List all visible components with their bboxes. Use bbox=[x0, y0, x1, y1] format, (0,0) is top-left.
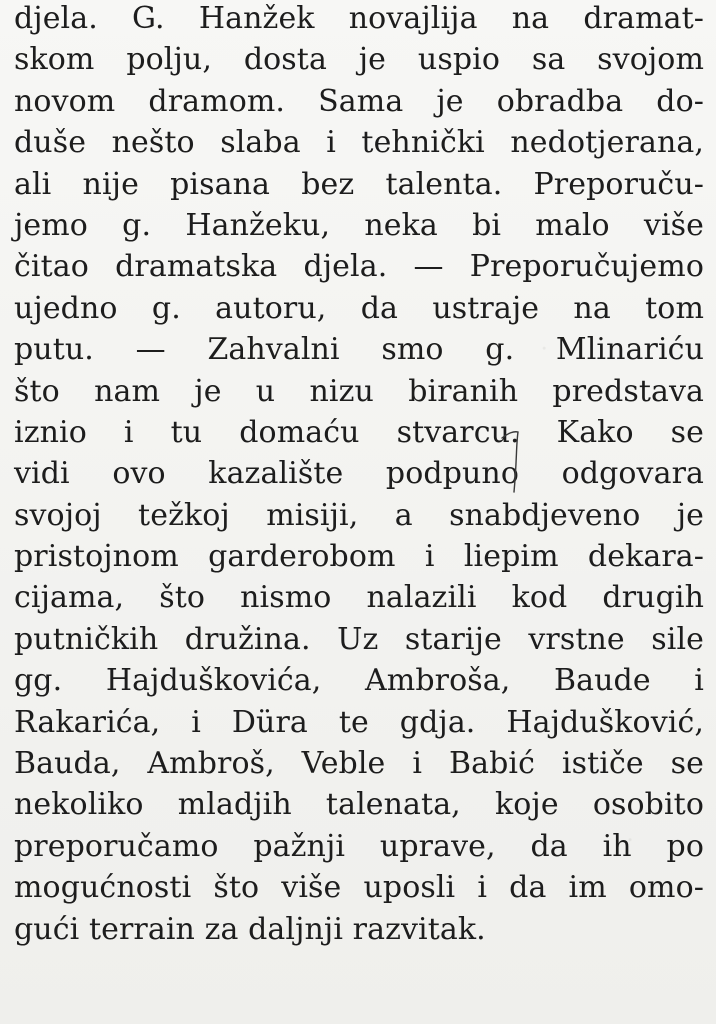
text-line: Bauda, Ambroš, Veble i Babić ističe se bbox=[14, 746, 704, 782]
text-line: jemo g. Hanžeku, neka bi malo više bbox=[14, 207, 704, 243]
text-line: ujedno g. autoru, da ustraje na tom bbox=[14, 290, 704, 326]
text-line: novom dramom. Sama je obradba do- bbox=[14, 83, 704, 119]
text-line: duše nešto slaba i tehnički nedotjerana, bbox=[14, 125, 704, 161]
text-line: skom polju, dosta je uspio sa svojom bbox=[14, 42, 704, 78]
text-line: gg. Hajduškovića, Ambroša, Baude i bbox=[14, 663, 704, 699]
text-line: što nam je u nizu biranih predstava bbox=[14, 373, 704, 409]
text-line: mogućnosti što više uposli i da im omo- bbox=[14, 870, 704, 906]
text-line: putničkih družina. Uz starije vrstne sile bbox=[14, 621, 704, 657]
text-line: cijama, što nismo nalazili kod drugih bbox=[14, 580, 704, 616]
text-line: čitao dramatska djela. — Preporučujemo bbox=[14, 249, 704, 285]
text-line: svojoj težkoj misiji, a snabdjeveno je bbox=[14, 497, 704, 533]
text-line: gući terrain za daljnji razvitak. bbox=[14, 911, 486, 947]
text-line: nekoliko mladjih talenata, koje osobito bbox=[14, 787, 704, 823]
text-line: vidi ovo kazalište podpuno odgovara bbox=[14, 456, 704, 492]
text-line: iznio i tu domaću stvarcu. Kako se bbox=[14, 414, 704, 450]
text-line: Rakarića, i Düra te gdja. Hajdušković, bbox=[14, 704, 704, 740]
text-line: preporučamo pažnji uprave, da ih po bbox=[14, 828, 704, 864]
text-line: pristojnom garderobom i liepim dekara- bbox=[14, 539, 704, 575]
ink-mark-icon bbox=[500, 426, 520, 494]
article-text bbox=[14, 0, 704, 950]
text-line: putu. — Zahvalni smo g. Mlinariću bbox=[14, 332, 704, 368]
text-line: djela. G. Hanžek novajlija na dramat- bbox=[14, 1, 704, 36]
text-line: ali nije pisana bez talenta. Preporuču- bbox=[14, 166, 704, 202]
